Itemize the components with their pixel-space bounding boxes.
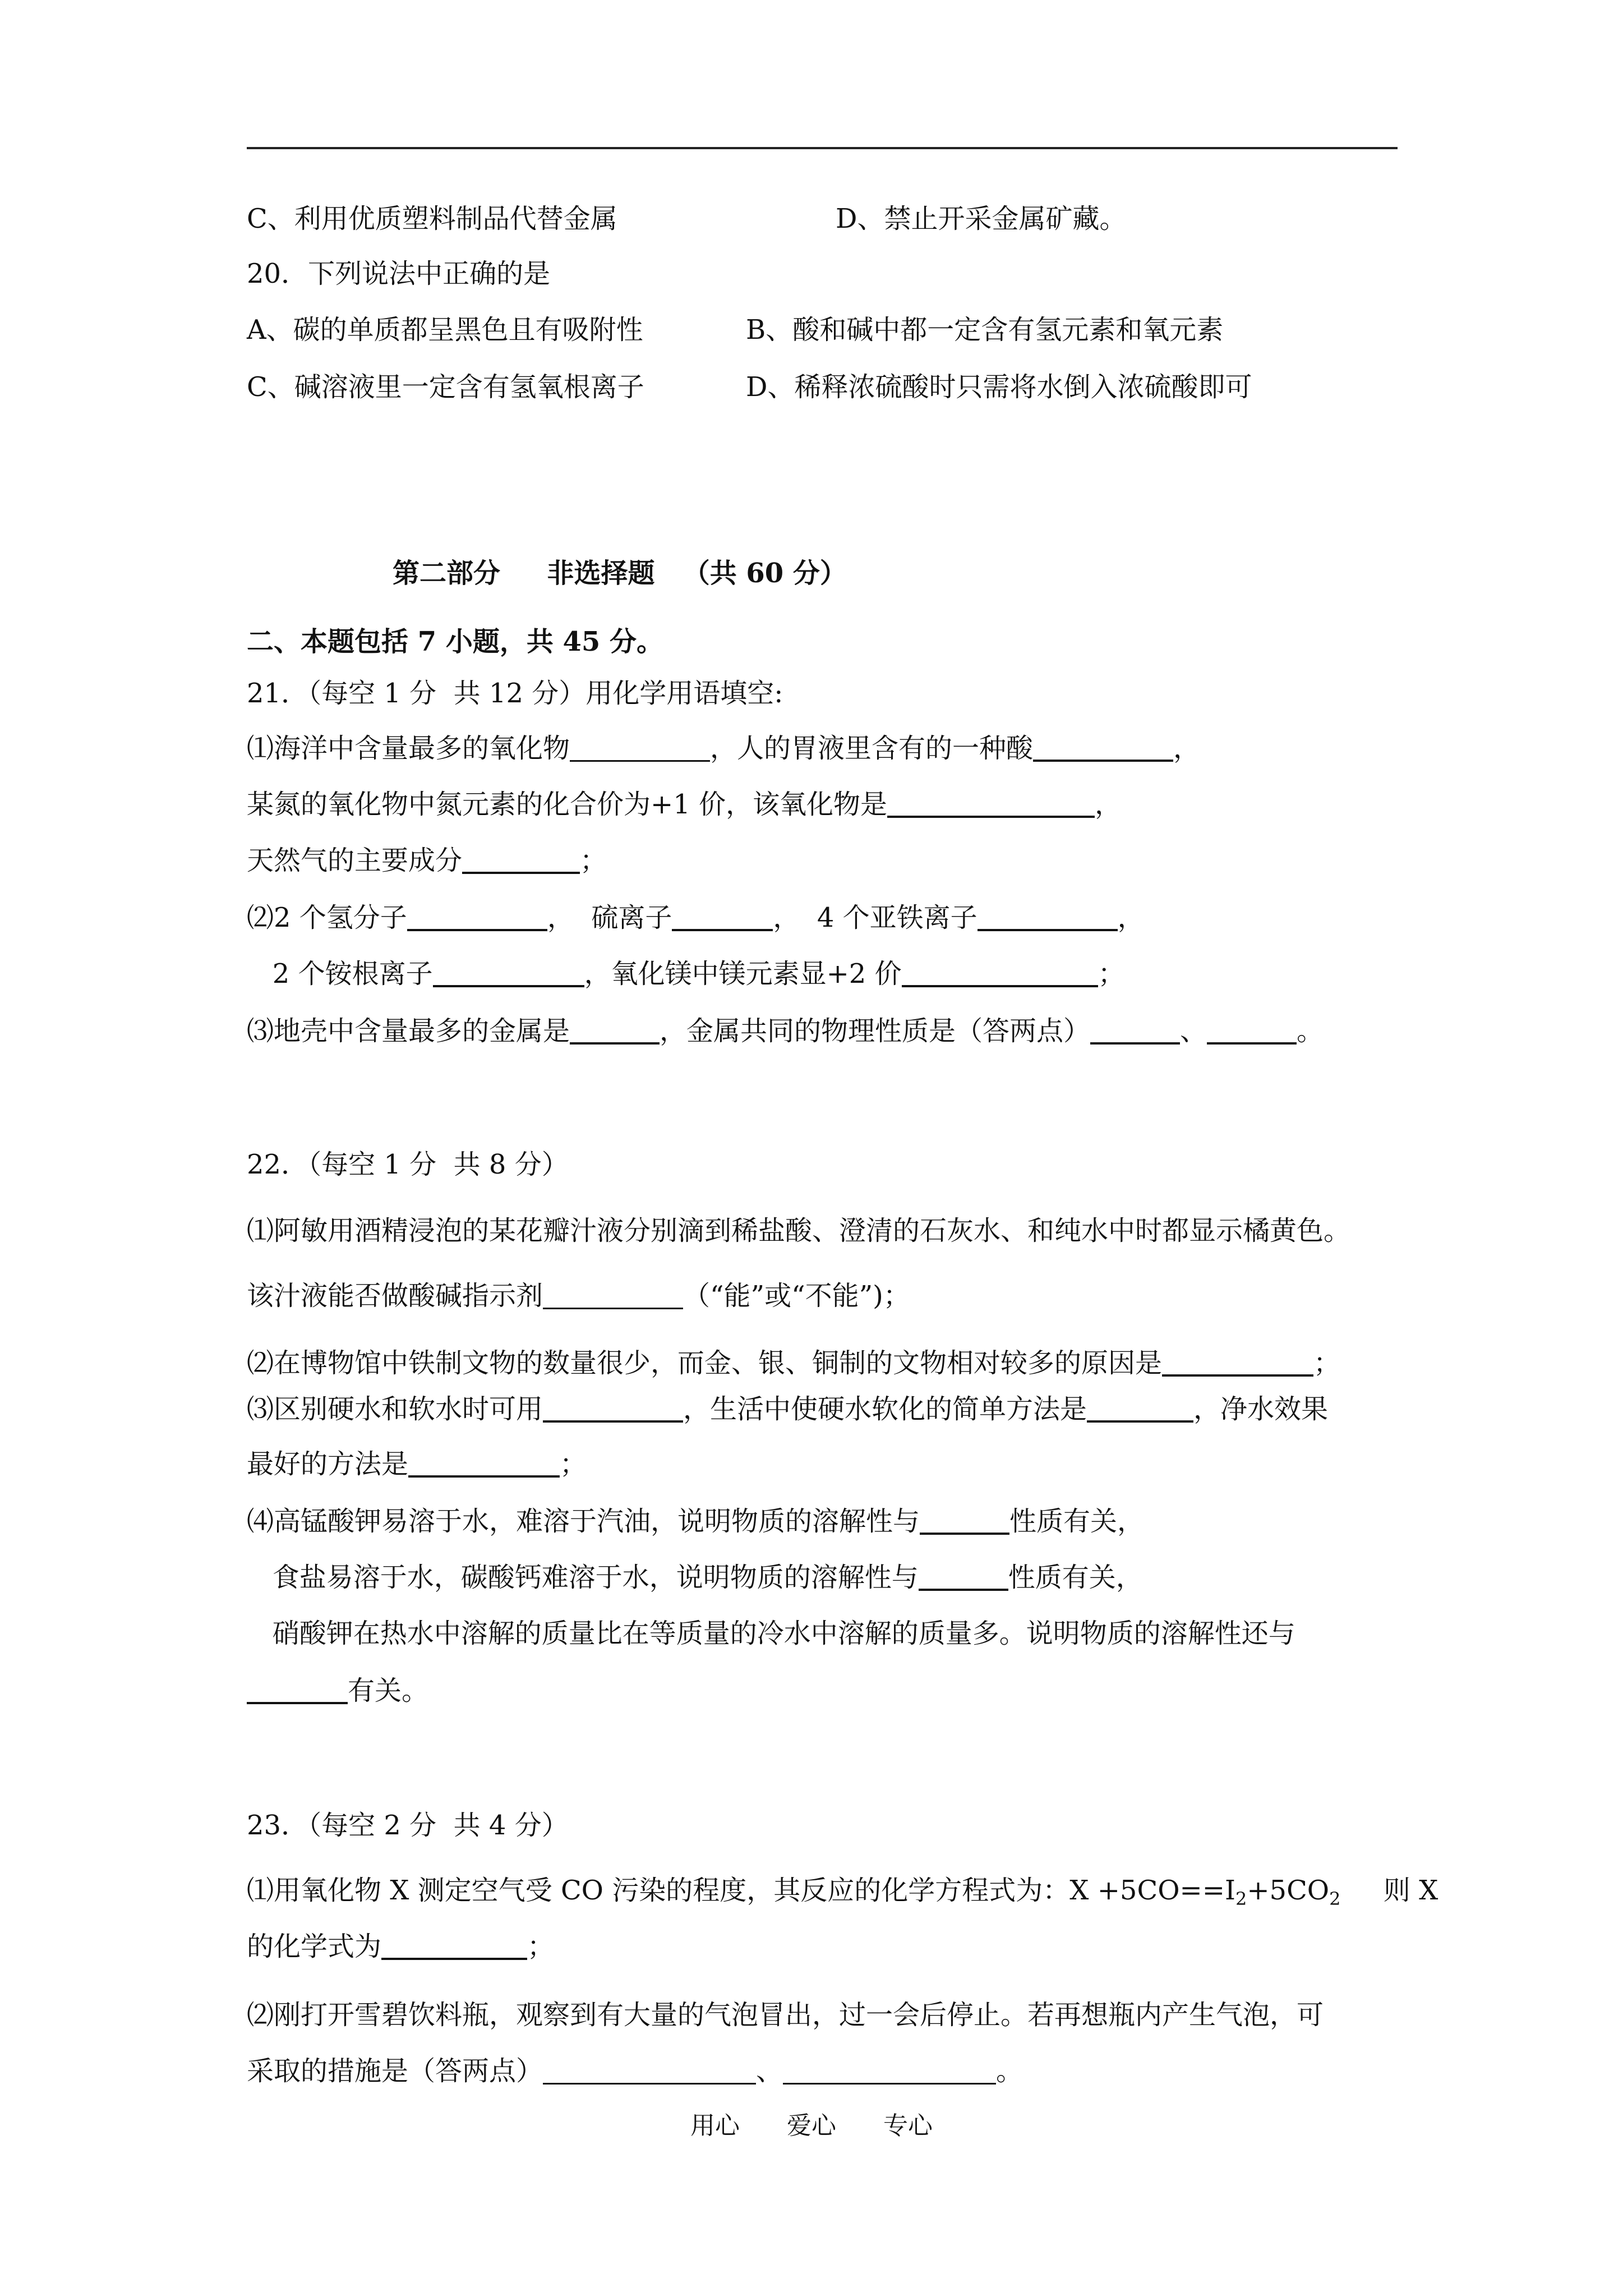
q21-l4-text-b: ， 硫离子 xyxy=(547,902,672,933)
q20-option-a: A、碳的单质都呈黑色且有吸附性 xyxy=(247,314,643,346)
q22-line1: ⑴阿敏用酒精浸泡的某花瓣汁液分别滴到稀盐酸、澄清的石灰水、和纯水中时都显示橘黄色。 xyxy=(247,1215,1351,1246)
subscript: 2 xyxy=(1235,1888,1247,1910)
q23-line3: ⑵刚打开雪碧饮料瓶，观察到有大量的气泡冒出，过一会后停止。若再想瓶内产生气泡，可 xyxy=(247,1999,1324,2031)
answer-blank[interactable] xyxy=(1090,1014,1180,1045)
q22-l9-text: 有关。 xyxy=(348,1675,429,1706)
answer-blank[interactable] xyxy=(543,1280,683,1309)
q21-l3-text-b: ； xyxy=(580,845,607,876)
q21-l1-text-b: ，人的胃液里含有的一种酸 xyxy=(710,733,1034,764)
q21-l6-text-b: ，金属共同的物理性质是（答两点） xyxy=(660,1015,1091,1047)
q22-l6-text-a: ⑷高锰酸钾易溶于水，难溶于汽油，说明物质的溶解性与 xyxy=(247,1506,920,1537)
part2-title: 第二部分 非选择题 （共 60 分） xyxy=(393,558,847,589)
q20-options-cd xyxy=(247,369,1252,405)
q19-option-d: D、禁止开采金属矿藏。 xyxy=(836,203,1127,234)
q22-l5-text-b: ； xyxy=(560,1448,587,1480)
q22-line4 xyxy=(247,1391,1328,1427)
section-heading: 二、本题包括 7 小题，共 45 分。 xyxy=(247,626,664,657)
q21-line2 xyxy=(247,786,1122,822)
q21-l5-text-c: ； xyxy=(1098,958,1125,990)
q22-l7-text-b: 性质有关， xyxy=(1008,1562,1143,1593)
q23-l4-text-b: 、 xyxy=(756,2055,783,2087)
q21-l5-text-a: 2 个铵根离子 xyxy=(247,958,433,990)
q23-l1-text-b: +5CO xyxy=(1247,1875,1330,1906)
q23-l2-text-a: 的化学式为 xyxy=(247,1931,382,1962)
answer-blank[interactable] xyxy=(570,732,710,762)
answer-blank[interactable] xyxy=(543,1392,683,1423)
q22-l6-text-b: 性质有关， xyxy=(1009,1506,1145,1537)
q21-l4-text-c: ， 4 个亚铁离子 xyxy=(773,902,978,933)
q21-line4 xyxy=(247,900,1145,936)
q19-option-c: C、利用优质塑料制品代替金属 xyxy=(247,203,617,234)
q22-l3-text-a: ⑵在博物馆中铁制文物的数量很少，而金、银、铜制的文物相对较多的原因是 xyxy=(247,1347,1163,1379)
answer-blank[interactable] xyxy=(1033,731,1173,762)
q20-options-ab xyxy=(247,312,1224,348)
q23-line4 xyxy=(247,2053,1023,2089)
q22-line5 xyxy=(247,1446,587,1482)
q21-line6 xyxy=(247,1013,1324,1049)
q22-line3 xyxy=(247,1345,1340,1381)
q21-l6-text-a: ⑶地壳中含量最多的金属是 xyxy=(247,1015,570,1047)
answer-blank[interactable] xyxy=(1087,1392,1193,1423)
subscript: 2 xyxy=(1329,1888,1341,1910)
answer-blank[interactable] xyxy=(1162,1346,1313,1377)
q23-l4-text-a: 采取的措施是（答两点） xyxy=(247,2055,543,2087)
q23-l4-text-c: 。 xyxy=(996,2055,1023,2087)
q22-header: 22．（每空 1 分 共 8 分） xyxy=(247,1149,569,1180)
q21-l4-text-d: ， xyxy=(1117,902,1145,933)
q22-line8: 硝酸钾在热水中溶解的质量比在等质量的冷水中溶解的质量多。说明物质的溶解性还与 xyxy=(247,1618,1295,1649)
q23-l1-text-a: ⑴用氧化物 X 测定空气受 CO 污染的程度，其反应的化学方程式为：X +5CO==I xyxy=(247,1875,1235,1906)
q22-l5-text-a: 最好的方法是 xyxy=(247,1448,409,1480)
q20-option-b: B、酸和碱中都一定含有氢元素和氧元素 xyxy=(746,314,1224,346)
q20-stem: 20．下列说法中正确的是 xyxy=(247,258,551,289)
q21-line3 xyxy=(247,843,607,878)
q22-l7-text-a: 食盐易溶于水，碳酸钙难溶于水，说明物质的溶解性与 xyxy=(247,1562,919,1593)
answer-blank[interactable] xyxy=(1207,1014,1297,1045)
q22-l3-text-b: ； xyxy=(1313,1347,1341,1379)
answer-blank[interactable] xyxy=(570,1014,660,1045)
answer-blank[interactable] xyxy=(672,901,773,931)
answer-blank[interactable] xyxy=(920,1504,1009,1535)
header-rule xyxy=(247,147,1398,149)
q21-header: 21．（每空 1 分 共 12 分）用化学用语填空: xyxy=(247,678,783,709)
q23-line1 xyxy=(247,1872,1438,1917)
q19-options-cd xyxy=(247,201,1127,237)
q21-l6-text-c: 、 xyxy=(1180,1015,1207,1047)
q22-l2-text-b: （“能”或“不能”)； xyxy=(683,1280,910,1312)
answer-blank[interactable] xyxy=(902,957,1098,987)
answer-blank[interactable] xyxy=(408,1447,560,1478)
answer-blank[interactable] xyxy=(462,844,580,874)
q22-line7 xyxy=(247,1559,1143,1595)
q23-l1-text-c: 则 X xyxy=(1340,1875,1438,1906)
q21-l1-text-c: ， xyxy=(1173,733,1201,764)
q21-l4-text-a: ⑵2 个氢分子 xyxy=(247,902,407,933)
q20-option-d: D、稀释浓硫酸时只需将水倒入浓硫酸即可 xyxy=(746,371,1252,403)
q21-l2-text-b: ， xyxy=(1095,789,1122,820)
q22-line2 xyxy=(247,1278,910,1314)
q21-l1-text-a: ⑴海洋中含量最多的氧化物 xyxy=(247,733,570,764)
footer-text: 专心 xyxy=(883,2111,933,2140)
q22-line9 xyxy=(247,1673,428,1709)
q21-line1 xyxy=(247,730,1200,766)
q21-l6-text-d: 。 xyxy=(1297,1015,1324,1047)
q20-option-c: C、碱溶液里一定含有氢氧根离子 xyxy=(247,371,644,403)
q23-line2 xyxy=(247,1929,554,1964)
q22-line6 xyxy=(247,1503,1144,1539)
q21-l5-text-b: ，氧化镁中镁元素显+2 价 xyxy=(584,958,902,990)
answer-blank[interactable] xyxy=(919,1561,1008,1591)
q22-l4-text-b: ，生活中使硬水软化的简单方法是 xyxy=(683,1393,1087,1425)
answer-blank[interactable] xyxy=(433,957,584,987)
answer-blank[interactable] xyxy=(381,1930,527,1960)
q21-l2-text-a: 某氮的氧化物中氮元素的化合价为+1 价，该氧化物是 xyxy=(247,789,888,820)
q22-l2-text-a: 该汁液能否做酸碱指示剂 xyxy=(247,1280,543,1312)
q22-l4-text-c: ，净水效果 xyxy=(1193,1393,1329,1425)
answer-blank[interactable] xyxy=(407,901,547,931)
footer-text: 爱心 xyxy=(787,2111,836,2140)
q23-l2-text-b: ； xyxy=(527,1931,555,1962)
q22-l4-text-a: ⑶区别硬水和软水时可用 xyxy=(247,1393,543,1425)
answer-blank[interactable] xyxy=(783,2055,996,2085)
answer-blank[interactable] xyxy=(887,788,1095,818)
answer-blank[interactable] xyxy=(543,2055,756,2085)
footer-text: 用心 xyxy=(690,2111,740,2140)
answer-blank[interactable] xyxy=(978,901,1118,931)
q23-header: 23．（每空 2 分 共 4 分） xyxy=(247,1810,569,1841)
q21-line5 xyxy=(247,956,1125,992)
page-footer xyxy=(0,2109,1623,2143)
q21-l3-text-a: 天然气的主要成分 xyxy=(247,845,463,876)
answer-blank[interactable] xyxy=(247,1674,348,1704)
